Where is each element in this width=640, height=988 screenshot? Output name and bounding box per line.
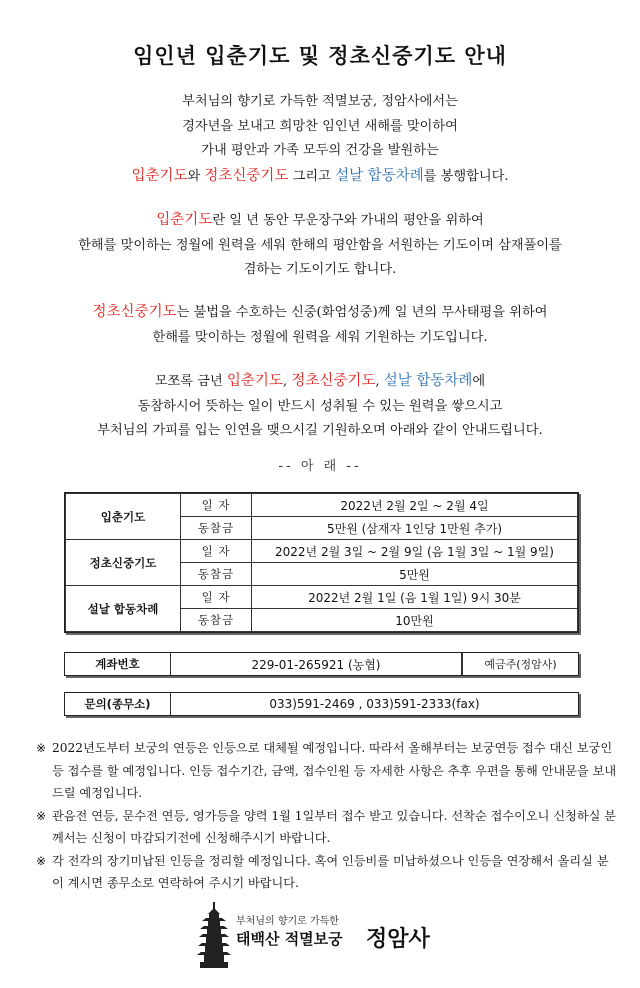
- ipchun-line: [0, 208, 640, 234]
- note-text: 2022년도부터 보궁의 연등은 인등으로 대체될 예정입니다. 따라서 올해부터는 보궁연등 접수 대신 보궁인등 접수를 할 예정입니다. 인등 접수기간, 금액, 접수인원 등 자세한 사항은 추후 우편을 통해 안내문을 보내드릴 예정입니다.: [52, 741, 617, 800]
- seollal-term: 설날 합동차례: [383, 373, 473, 389]
- closing-paragraph: [0, 369, 640, 444]
- text: 에: [472, 374, 486, 389]
- event-date: 2022년 2월 2일 ~ 2월 4일: [252, 494, 578, 517]
- account-number: 229-01-265921 (농협): [171, 653, 462, 675]
- seollal-term: 설날 합동차례: [335, 167, 424, 184]
- inquiry-label: 문의(종무소): [65, 693, 171, 715]
- text: 는 불법을 수호하는 신중(화엄성중)께 일 년의 무사태평을 위하여: [176, 305, 548, 320]
- account-box: [64, 652, 579, 676]
- account-label: 계좌번호: [65, 653, 171, 675]
- note-text: 각 전각의 장기미납된 인등을 정리할 예정입니다. 혹여 인등비를 미납하셨으나 인등을 연장해서 올리실 분이 계시면 종무소로 연락하여 주시기 바랍니다.: [52, 853, 609, 890]
- date-label: 일 자: [181, 540, 252, 563]
- date-label: 일 자: [181, 586, 252, 609]
- intro-line: 경자년을 보내고 희망찬 임인년 새해를 맞이하여: [182, 118, 458, 134]
- table-row: [66, 586, 578, 609]
- ipchun-term: 입춘기도: [226, 373, 283, 389]
- separator: -- 아 래 --: [278, 459, 362, 474]
- text: 와: [187, 168, 205, 184]
- jeongcho-line: [0, 300, 640, 326]
- ipchun-term: 입춘기도: [156, 212, 213, 228]
- note-item: [36, 850, 620, 895]
- jeongcho-line: 한해를 맞이하는 정월에 원력을 세워 기원하는 기도입니다.: [152, 329, 488, 345]
- text: 그리고: [288, 168, 336, 184]
- logo-name-a: 태백산 적멸보궁: [236, 930, 343, 948]
- closing-line: 동참하시어 뜻하는 일이 반드시 성취될 수 있는 원력을 쌓으시고: [137, 398, 503, 414]
- text: 모쪼록 금년: [154, 374, 227, 389]
- event-fee: 10만원: [252, 609, 578, 632]
- fee-label: 동참금: [181, 609, 252, 632]
- jeongcho-term: 정초신중기도: [204, 167, 289, 184]
- intro-paragraph: [0, 90, 640, 189]
- jeongcho-term: 정초신중기도: [92, 304, 177, 320]
- ipchun-line: 한해를 맞이하는 정월에 원력을 세워 한해의 평안함을 서원하는 기도이며 삼재풀이를: [78, 237, 562, 253]
- pagoda-icon: [196, 902, 232, 972]
- text: 를 봉행합니다.: [423, 168, 509, 184]
- closing-line: [0, 369, 640, 395]
- note-item: [36, 737, 620, 805]
- date-label: 일 자: [181, 494, 252, 517]
- note-mark: ※: [36, 853, 47, 868]
- note-mark: ※: [36, 808, 47, 823]
- ipchun-term: 입춘기도: [131, 167, 188, 184]
- note-text: 관음전 연등, 문수전 연등, 영가등을 양력 1월 1일부터 접수 받고 있습니다. 선착순 접수이오니 신청하실 분께서는 신청이 마감되기전에 신청해주시기 바랍니다.: [52, 808, 617, 845]
- page-title: 임인년 입춘기도 및 정초신중기도 안내: [133, 44, 507, 68]
- note-item: [36, 805, 620, 850]
- jeongcho-term: 정초신중기도: [291, 373, 376, 389]
- table-row: [66, 494, 578, 517]
- ipchun-line: 겸하는 기도이기도 합니다.: [243, 262, 397, 277]
- jeongcho-paragraph: [0, 300, 640, 350]
- intro-line: 가내 평안과 가족 모두의 건강을 발원하는: [201, 143, 439, 158]
- inquiry-phone: 033)591-2469 , 033)591-2333(fax): [269, 697, 480, 711]
- inquiry-row: [65, 693, 578, 715]
- event-date: 2022년 2월 1일 (음 1월 1일) 9시 30분: [252, 586, 578, 609]
- notes-section: [36, 737, 620, 895]
- schedule-table: [64, 492, 579, 633]
- event-name: 설날 합동차례: [66, 586, 181, 632]
- account-holder: 예금주(정암사): [462, 653, 578, 675]
- closing-line: 부처님의 가피를 입는 인연을 맺으시길 기원하오며 아래와 같이 안내드립니다.: [97, 423, 543, 438]
- ipchun-paragraph: [0, 208, 640, 283]
- intro-line: [0, 164, 640, 190]
- event-fee: 5만원 (삼재자 1인당 1만원 추가): [252, 517, 578, 540]
- text: ,: [282, 374, 292, 389]
- account-row: [65, 653, 578, 675]
- intro-line: 부처님의 향기로 가득한 적멸보궁, 정암사에서는: [182, 94, 458, 109]
- event-date: 2022년 2월 3일 ~ 2월 9일 (음 1월 3일 ~ 1월 9일): [252, 540, 578, 563]
- event-name: 입춘기도: [66, 494, 181, 540]
- text: 란 일 년 동안 무운장구와 가내의 평안을 위하여: [212, 213, 484, 228]
- event-fee: 5만원: [252, 563, 578, 586]
- text: ,: [375, 374, 384, 389]
- logo-name-b: 정암사: [366, 927, 430, 952]
- fee-label: 동참금: [181, 517, 252, 540]
- note-mark: ※: [36, 741, 47, 755]
- logo-tagline: 부처님의 향기로 가득한: [236, 916, 339, 927]
- table-row: [66, 540, 578, 563]
- inquiry-box: [64, 692, 579, 716]
- temple-logo: [196, 902, 466, 972]
- fee-label: 동참금: [181, 563, 252, 586]
- event-name: 정초신중기도: [66, 540, 181, 586]
